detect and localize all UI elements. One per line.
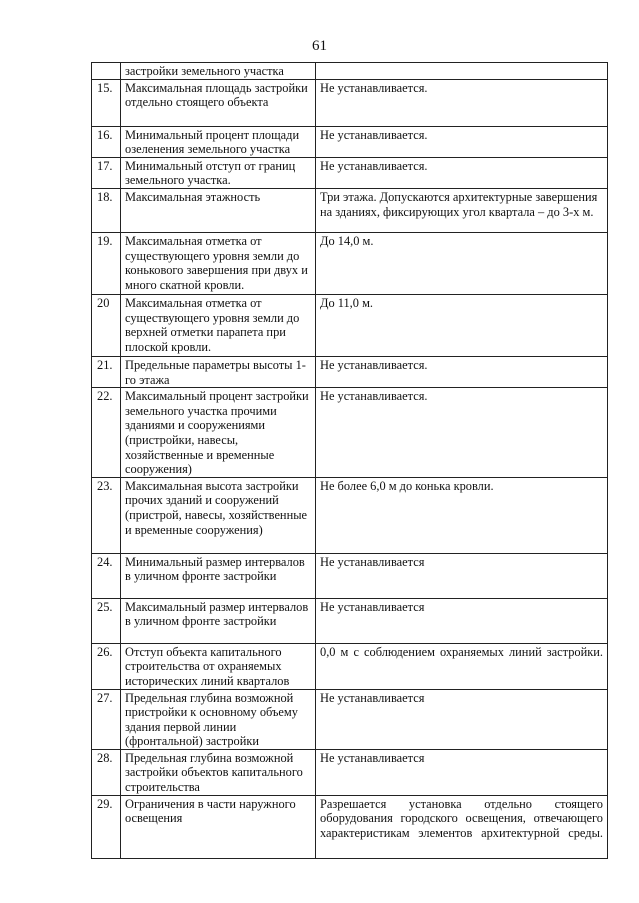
row-number: 17. — [92, 157, 121, 188]
table-row — [92, 294, 608, 356]
parameter-name: Ограничения в части наружного освещения — [121, 795, 316, 858]
table-row — [92, 795, 608, 858]
parameter-name: Минимальный процент площади озеленения земельного участка — [121, 126, 316, 157]
parameter-name: застройки земельного участка — [121, 63, 316, 80]
table-row — [92, 126, 608, 157]
page-number: 61 — [312, 38, 327, 54]
parameter-name: Предельная глубина возможной застройки объектов капитального строительства — [121, 749, 316, 795]
row-number: 22. — [92, 388, 121, 478]
table-row — [92, 553, 608, 598]
table-row — [92, 689, 608, 749]
parameter-value: Разрешается установка отдельно стоящего оборудования городского освещения, отвечающего характеристикам элементов архитектурной среды. — [316, 795, 608, 858]
parameter-value: Не устанавливается. — [316, 79, 608, 126]
row-number — [92, 63, 121, 80]
table-row — [92, 477, 608, 553]
row-number: 18. — [92, 188, 121, 232]
parameter-value: Не более 6,0 м до конька кровли. — [316, 477, 608, 553]
row-number: 27. — [92, 689, 121, 749]
parameter-value — [316, 63, 608, 80]
parameter-value: Не устанавливается — [316, 749, 608, 795]
parameter-value: Не устанавливается. — [316, 356, 608, 387]
parameter-name: Максимальная этажность — [121, 188, 316, 232]
parameter-value: Три этажа. Допускаются архитектурные завершения на зданиях, фиксирующих угол квартала – до 3-х м. — [316, 188, 608, 232]
parameter-name: Максимальная площадь застройки отдельно стоящего объекта — [121, 79, 316, 126]
parameter-value: Не устанавливается — [316, 553, 608, 598]
row-number: 16. — [92, 126, 121, 157]
table-row — [92, 643, 608, 689]
row-number: 23. — [92, 477, 121, 553]
row-number: 21. — [92, 356, 121, 387]
row-number: 19. — [92, 232, 121, 294]
parameter-name: Максимальная отметка от существующего уровня земли до верхней отметки парапета при плоской кровли. — [121, 294, 316, 356]
parameter-value: Не устанавливается — [316, 689, 608, 749]
parameter-name: Максимальный размер интервалов в уличном фронте застройки — [121, 598, 316, 643]
parameter-value: До 14,0 м. — [316, 232, 608, 294]
table-row — [92, 598, 608, 643]
table-row — [92, 749, 608, 795]
table-row — [92, 388, 608, 478]
table-row — [92, 356, 608, 387]
table-row — [92, 63, 608, 80]
parameter-name: Отступ объекта капитального строительства от охраняемых исторических линий кварталов — [121, 643, 316, 689]
row-number: 25. — [92, 598, 121, 643]
row-number: 26. — [92, 643, 121, 689]
table-row — [92, 79, 608, 126]
row-number: 29. — [92, 795, 121, 858]
parameter-name: Предельная глубина возможной пристройки к основному объему здания первой линии (фронтальной) застройки — [121, 689, 316, 749]
parameter-value: Не устанавливается — [316, 598, 608, 643]
row-number: 28. — [92, 749, 121, 795]
parameter-value: Не устанавливается. — [316, 126, 608, 157]
parameter-name: Максимальный процент застройки земельного участка прочими зданиями и сооружениями (пристройки, навесы, хозяйственные и временные сооружения) — [121, 388, 316, 478]
parameter-name: Максимальная отметка от существующего уровня земли до конькового завершения при двух и много скатной кровли. — [121, 232, 316, 294]
table-row — [92, 232, 608, 294]
parameter-value: 0,0 м с соблюдением охраняемых линий застройки. — [316, 643, 608, 689]
parameter-name: Минимальный отступ от границ земельного участка. — [121, 157, 316, 188]
parameter-value: Не устанавливается. — [316, 388, 608, 478]
row-number: 20 — [92, 294, 121, 356]
parameter-name: Предельные параметры высоты 1-го этажа — [121, 356, 316, 387]
row-number: 15. — [92, 79, 121, 126]
parameter-name: Минимальный размер интервалов в уличном фронте застройки — [121, 553, 316, 598]
parameter-value: До 11,0 м. — [316, 294, 608, 356]
row-number: 24. — [92, 553, 121, 598]
parameter-name: Максимальная высота застройки прочих зданий и сооружений (пристрой, навесы, хозяйственные и временные сооружения) — [121, 477, 316, 553]
table-row — [92, 188, 608, 232]
table-row — [92, 157, 608, 188]
regulations-table — [91, 62, 608, 859]
parameter-value: Не устанавливается. — [316, 157, 608, 188]
